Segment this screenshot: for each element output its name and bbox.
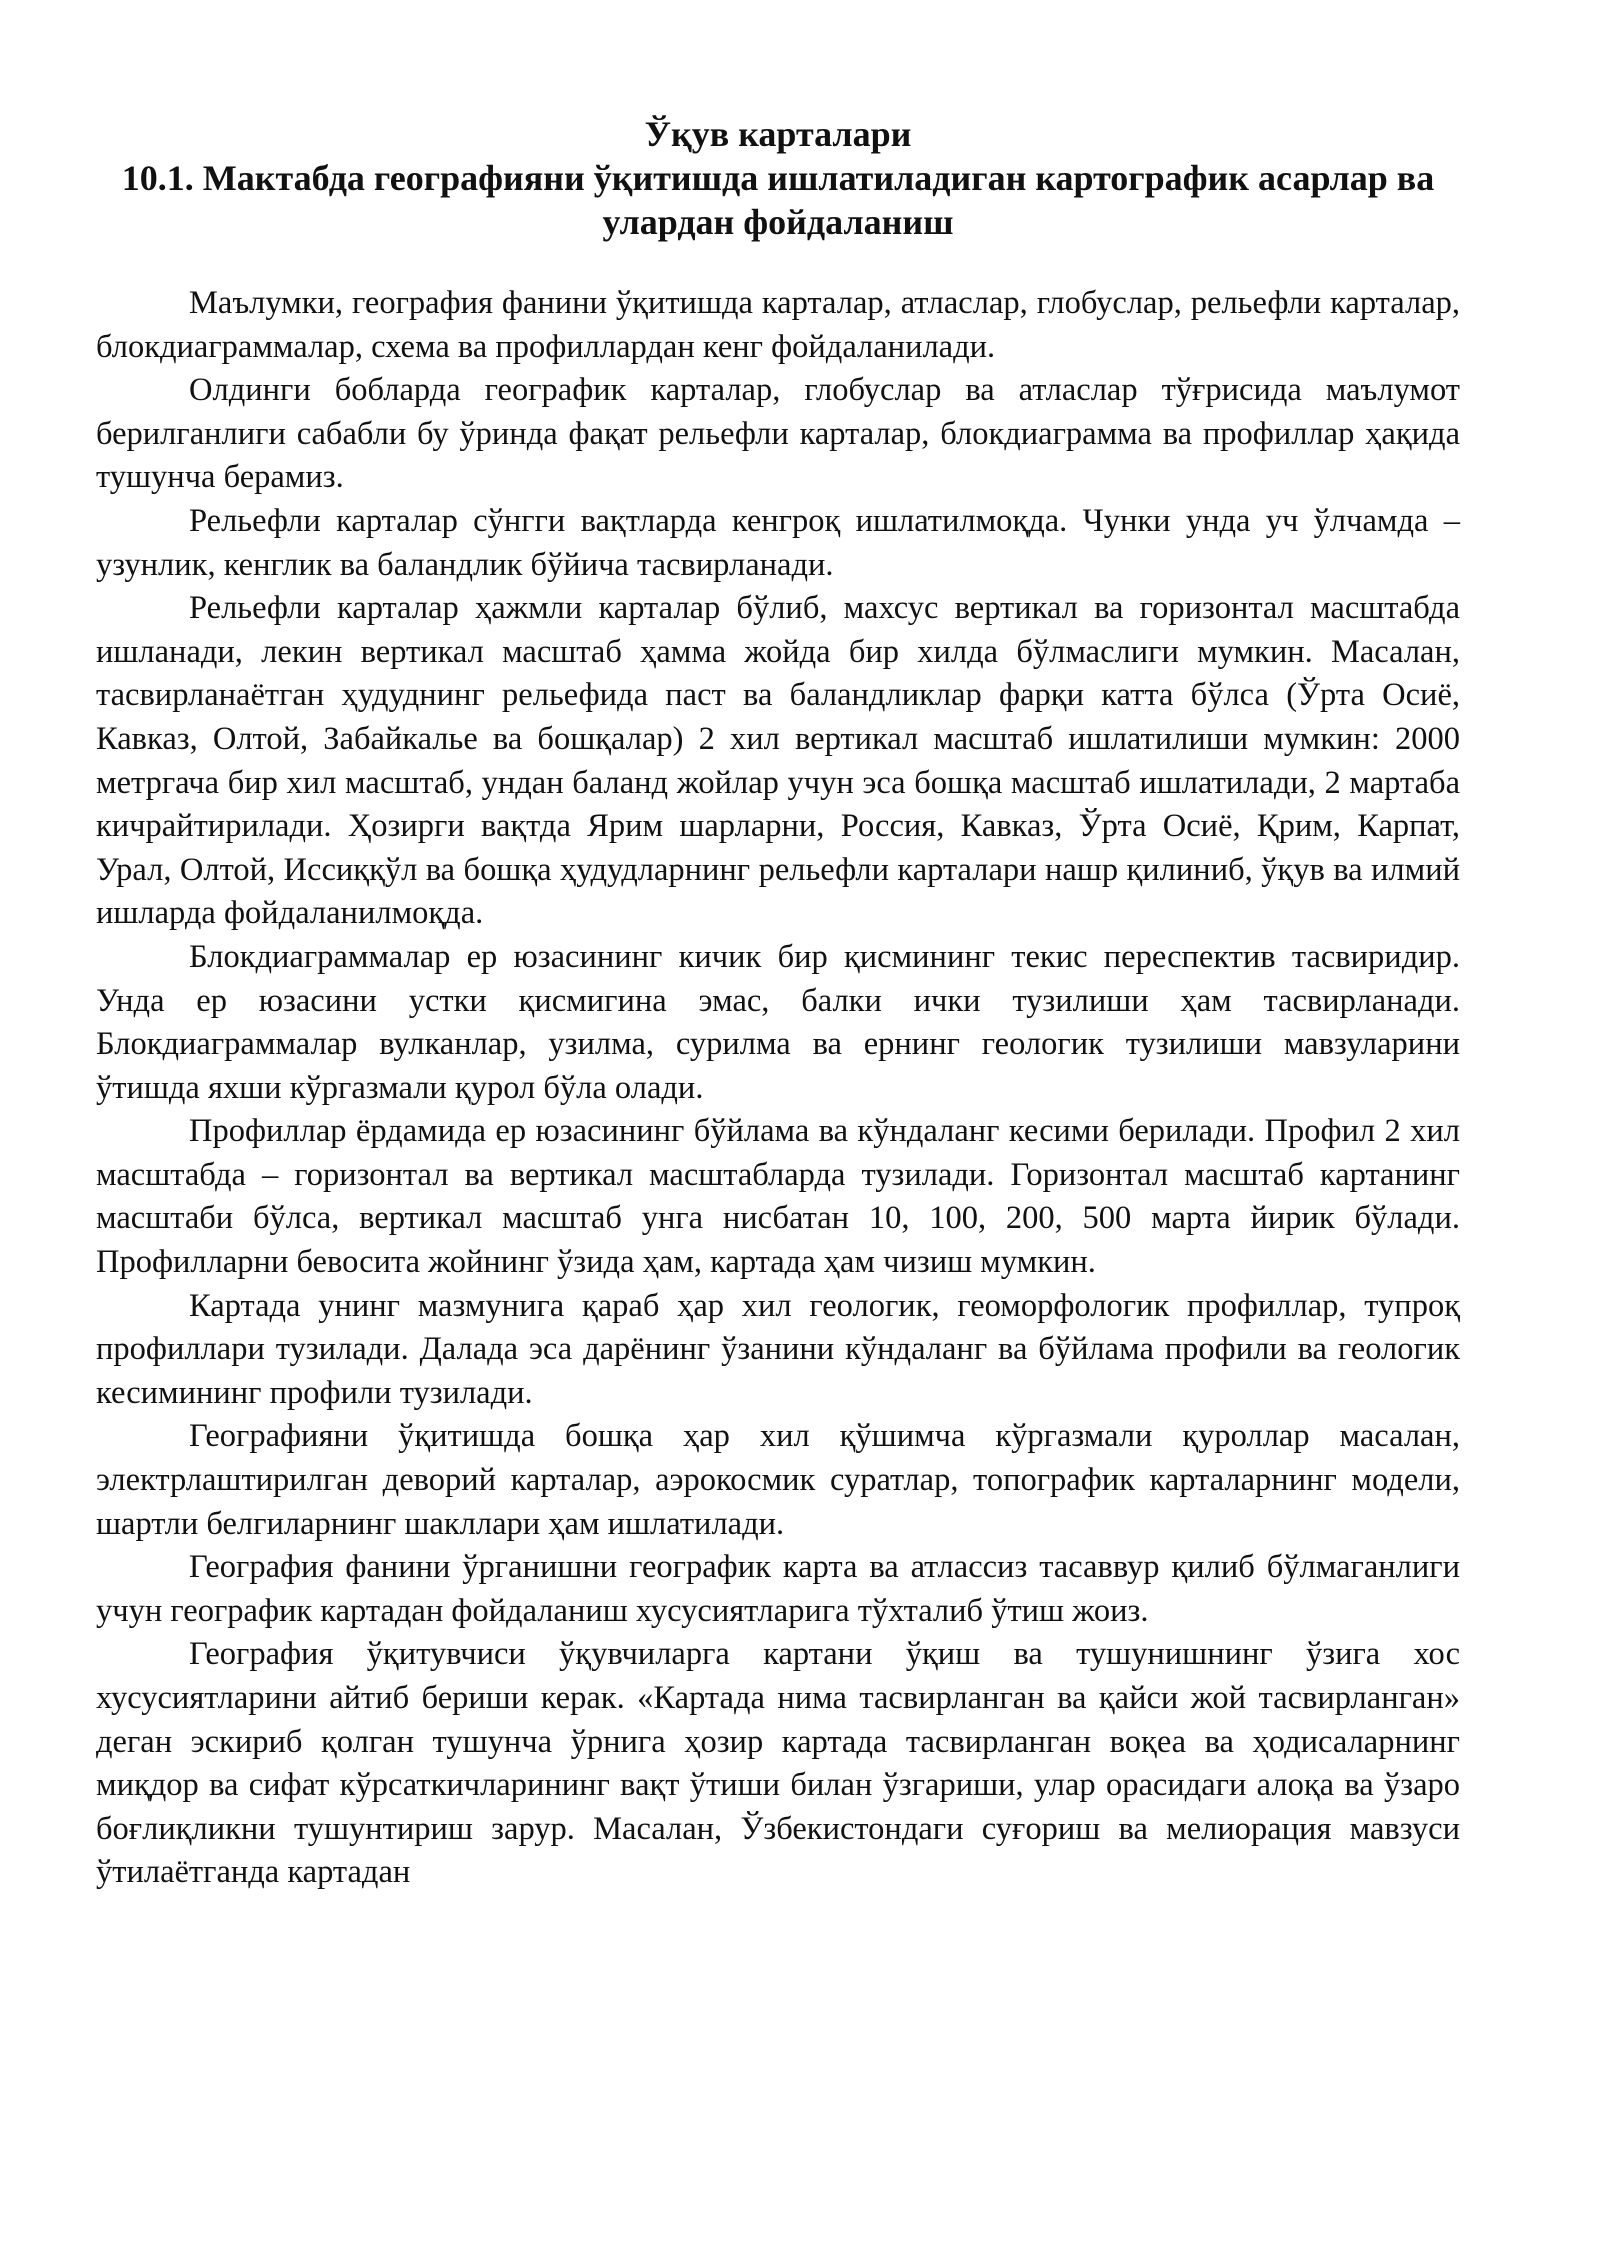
paragraph: Блокдиаграммалар ер юзасининг кичик бир қисмининг текис переспектив тасвиридир. Унда ер юзасини устки қисмигина эмас, балки ички тузилиши ҳам тасвирланади. Блокдиаграммалар вулканлар, узилма, сурилма ва ернинг геологик тузилиши мавзуларини ўтишда яхши кўргазмали қурол бўла олади. — [96, 938, 1460, 1106]
section-title: 10.1. Мактабда географияни ўқитишда ишлатиладиган картографик асарлар ва улардан фойдаланиш — [121, 158, 1435, 242]
paragraph: Профиллар ёрдамида ер юзасининг бўйлама ва кўндаланг кесими берилади. Профил 2 хил масштабда – горизонтал ва вертикал масштабларда тузилади. Горизонтал масштаб картанинг масштаби бўлса, вертикал масштаб унга нисбатан 10, 100, 200, 500 марта йирик бўлади. Профилларни бевосита жойнинг ўзида ҳам, картада ҳам чизиш мумкин. — [96, 1113, 1460, 1281]
paragraph: Картада унинг мазмунига қараб ҳар хил геологик, геоморфологик профиллар, тупроқ профиллари тузилади. Далада эса дарёнинг ўзанини кўндаланг ва бўйлама профили ва геологик кесимининг профили тузилади. — [96, 1287, 1460, 1411]
paragraph: География фанини ўрганишни географик карта ва атлассиз тасаввур қилиб бўлмаганлиги учун географик картадан фойдаланиш хусусиятларига тўхталиб ўтиш жоиз. — [96, 1549, 1460, 1629]
paragraph: Географияни ўқитишда бошқа ҳар хил қўшимча кўргазмали қуроллар масалан, электрлаштирилган деворий карталар, аэрокосмик суратлар, топографик карталарнинг модели, шартли белгиларнинг шакллари ҳам ишлатилади. — [96, 1418, 1460, 1542]
chapter-title: Ўқув карталари — [644, 114, 912, 154]
document-page — [96, 112, 1460, 1895]
document-body — [96, 282, 1460, 1895]
paragraph: Маълумки, география фанини ўқитишда карталар, атласлар, глобуслар, рельефли карталар, блокдиаграммалар, схема ва профиллардан кенг фойдаланилади. — [96, 285, 1460, 365]
document-heading — [96, 112, 1460, 244]
paragraph: Олдинги бобларда географик карталар, глобуслар ва атласлар тўғрисида маълумот берилганлиги сабабли бу ўринда фақат рельефли карталар, блокдиаграмма ва профиллар ҳақида тушунча берамиз. — [96, 372, 1460, 496]
paragraph: Рельефли карталар сўнгги вақтларда кенгроқ ишлатилмоқда. Чунки унда уч ўлчамда – узунлик, кенглик ва баландлик бўйича тасвирланади. — [96, 502, 1460, 583]
paragraph: Рельефли карталар ҳажмли карталар бўлиб, махсус вертикал ва горизонтал масштабда ишланади, лекин вертикал масштаб ҳамма жойда бир хилда бўлмаслиги мумкин. Масалан, тасвирланаётган ҳудуднинг рельефида паст ва баландликлар фарқи катта бўлса (Ўрта Осиё, Кавказ, Олтой, Забайкалье ва бошқалар) 2 хил вертикал масштаб ишлатилиши мумкин: 2000 метргача бир хил масштаб, ундан баланд жойлар учун эса бошқа масштаб ишлатилади, 2 мартаба кичрайтирилади. Ҳозирги вақтда Ярим шарларни, Россия, Кавказ, Ўрта Осиё, Қрим, Карпат, Урал, Олтой, Иссиққўл ва бошқа ҳудудларнинг рельефли карталари нашр қилиниб, ўқув ва илмий ишларда фойдаланилмоқда. — [96, 590, 1460, 932]
paragraph: География ўқитувчиси ўқувчиларга картани ўқиш ва тушунишнинг ўзига хос хусусиятларини айтиб бериши керак. «Картада нима тасвирланган ва қайси жой тасвирланган» деган эскириб қолган тушунча ўрнига ҳозир картада тасвирланган воқеа ва ҳодисаларнинг миқдор ва сифат кўрсаткичларининг вақт ўтиши билан ўзгариши, улар орасидаги алоқа ва ўзаро боғлиқликни тушунтириш зарур. Масалан, Ўзбекистондаги суғориш ва мелиорация мавзуси ўтилаётганда картадан — [96, 1636, 1460, 1891]
